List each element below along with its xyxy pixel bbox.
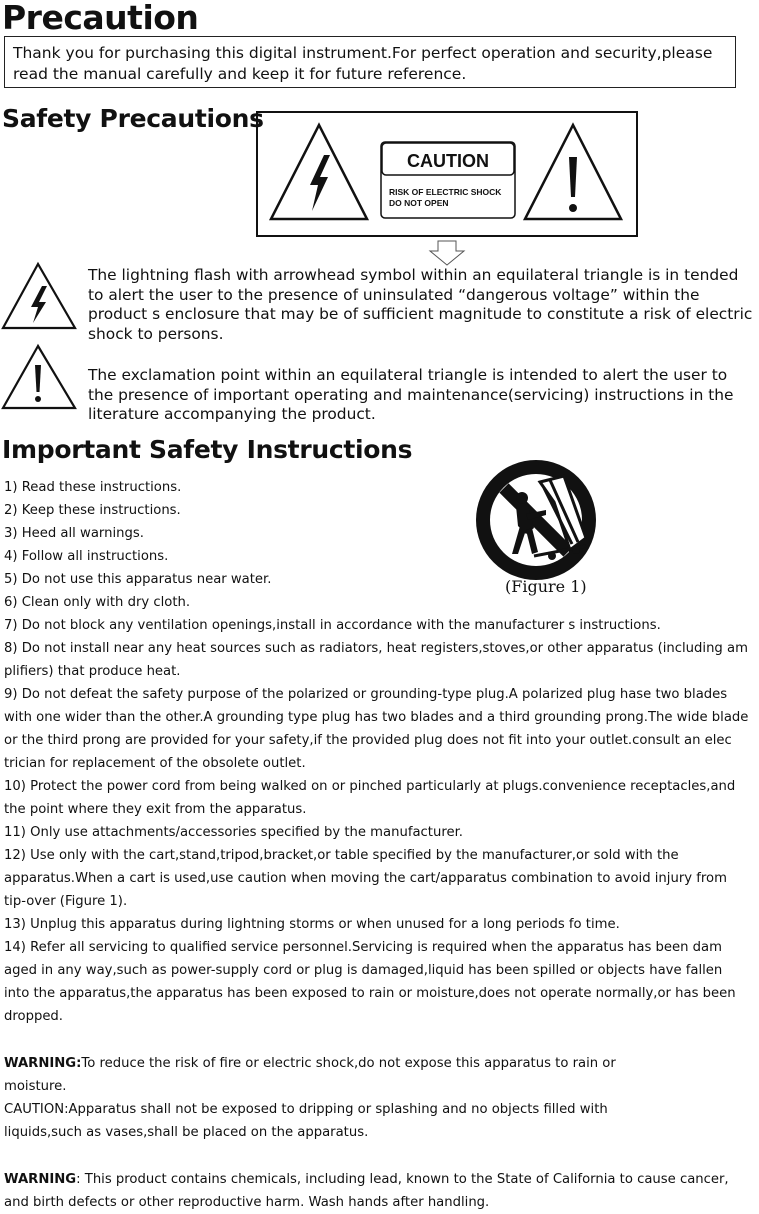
warning-text-cont: and birth defects or other reproductive harm. Wash hands after handling.: [4, 1195, 490, 1210]
safety-precautions-heading: Safety Precautions: [2, 104, 264, 133]
list-item: with one wider than the other.A grounding type plug has two blades and a third grounding prong.The wide blade: [4, 710, 749, 725]
important-safety-heading: Important Safety Instructions: [2, 435, 413, 464]
list-item: 6) Clean only with dry cloth.: [4, 595, 191, 610]
list-item: plifiers) that produce heat.: [4, 664, 181, 679]
list-item: 7) Do not block any ventilation openings,install in accordance with the manufacturer s instructions.: [4, 618, 661, 633]
list-item: 2) Keep these instructions.: [4, 503, 181, 518]
caution-text: CAUTION:Apparatus shall not be exposed to dripping or splashing and no objects filled with: [4, 1102, 608, 1117]
down-arrow-icon: [428, 240, 466, 266]
list-item: 3) Heed all warnings.: [4, 526, 144, 541]
instructions-list: [4, 476, 759, 1028]
list-item: tip-over (Figure 1).: [4, 894, 128, 909]
list-item: 5) Do not use this apparatus near water.: [4, 572, 272, 587]
caution-text-cont: liquids,such as vases,shall be placed on the apparatus.: [4, 1125, 369, 1140]
warning-label: WARNING: [4, 1172, 77, 1187]
list-item: into the apparatus,the apparatus has been exposed to rain or moisture,does not operate normally,or has been: [4, 986, 736, 1001]
list-item: 9) Do not defeat the safety purpose of the polarized or grounding-type plug.A polarized plug hase two blades: [4, 687, 728, 702]
list-item: trician for replacement of the obsolete outlet.: [4, 756, 306, 771]
list-item: 4) Follow all instructions.: [4, 549, 169, 564]
warning-label: WARNING:: [4, 1056, 82, 1071]
warning-text: To reduce the risk of fire or electric shock,do not expose this apparatus to rain or: [81, 1056, 616, 1071]
list-item: 14) Refer all servicing to qualified service personnel.Servicing is required when the apparatus has been dam: [4, 940, 722, 955]
list-item: 1) Read these instructions.: [4, 480, 182, 495]
warning-block-1: [4, 1052, 744, 1144]
figure-1-caption: (Figure 1): [505, 577, 587, 596]
exclamation-warning-icon: [525, 125, 621, 219]
caution-panel-graphic: [258, 113, 636, 235]
list-item: 10) Protect the power cord from being walked on or pinched particularly at plugs.convenience receptacles,and: [4, 779, 736, 794]
warning-text-cont: moisture.: [4, 1079, 67, 1094]
list-item: 12) Use only with the cart,stand,tripod,bracket,or table specified by the manufacturer,or sold with the: [4, 848, 679, 863]
lightning-warning-icon: [271, 125, 367, 219]
warning-text: : This product contains chemicals, including lead, known to the State of California to cause cancer,: [76, 1172, 729, 1187]
caution-panel: [256, 111, 638, 237]
list-item: the point where they exit from the apparatus.: [4, 802, 307, 817]
page-title: Precaution: [2, 0, 199, 37]
list-item: 11) Only use attachments/accessories specified by the manufacturer.: [4, 825, 463, 840]
caution-sub-line2: DO NOT OPEN: [389, 198, 449, 208]
list-item: dropped.: [4, 1009, 63, 1024]
intro-box: Thank you for purchasing this digital instrument.For perfect operation and security,please read the manual carefully and keep it for future reference.: [4, 36, 736, 88]
caution-label: CAUTION: [407, 151, 489, 171]
exclamation-description: The exclamation point within an equilateral triangle is intended to alert the user to the presence of important operating and maintenance(servicing) instructions in the literature accompanying the product.: [88, 366, 734, 423]
list-item: aged in any way,such as power-supply cord or plug is damaged,liquid has been spilled or objects have fallen: [4, 963, 723, 978]
exclamation-symbol-icon: [0, 343, 80, 411]
lightning-symbol-icon: [0, 261, 80, 331]
list-item: 13) Unplug this apparatus during lightning storms or when unused for a long periods fo time.: [4, 917, 620, 932]
lightning-description: The lightning flash with arrowhead symbol within an equilateral triangle is in tended to alert the user to the presence of uninsulated “dangerous voltage” within the product s enclosure that may be of sufficient magnitude to constitute a risk of electric shock to persons.: [88, 266, 753, 343]
warning-block-2: [4, 1168, 744, 1214]
list-item: apparatus.When a cart is used,use caution when moving the cart/apparatus combination to avoid injury from: [4, 871, 727, 886]
caution-sub-line1: RISK OF ELECTRIC SHOCK: [389, 187, 502, 197]
list-item: 8) Do not install near any heat sources such as radiators, heat registers,stoves,or other apparatus (including am: [4, 641, 748, 656]
list-item: or the third prong are provided for your safety,if the provided plug does not fit into your outlet.consult an elec: [4, 733, 732, 748]
